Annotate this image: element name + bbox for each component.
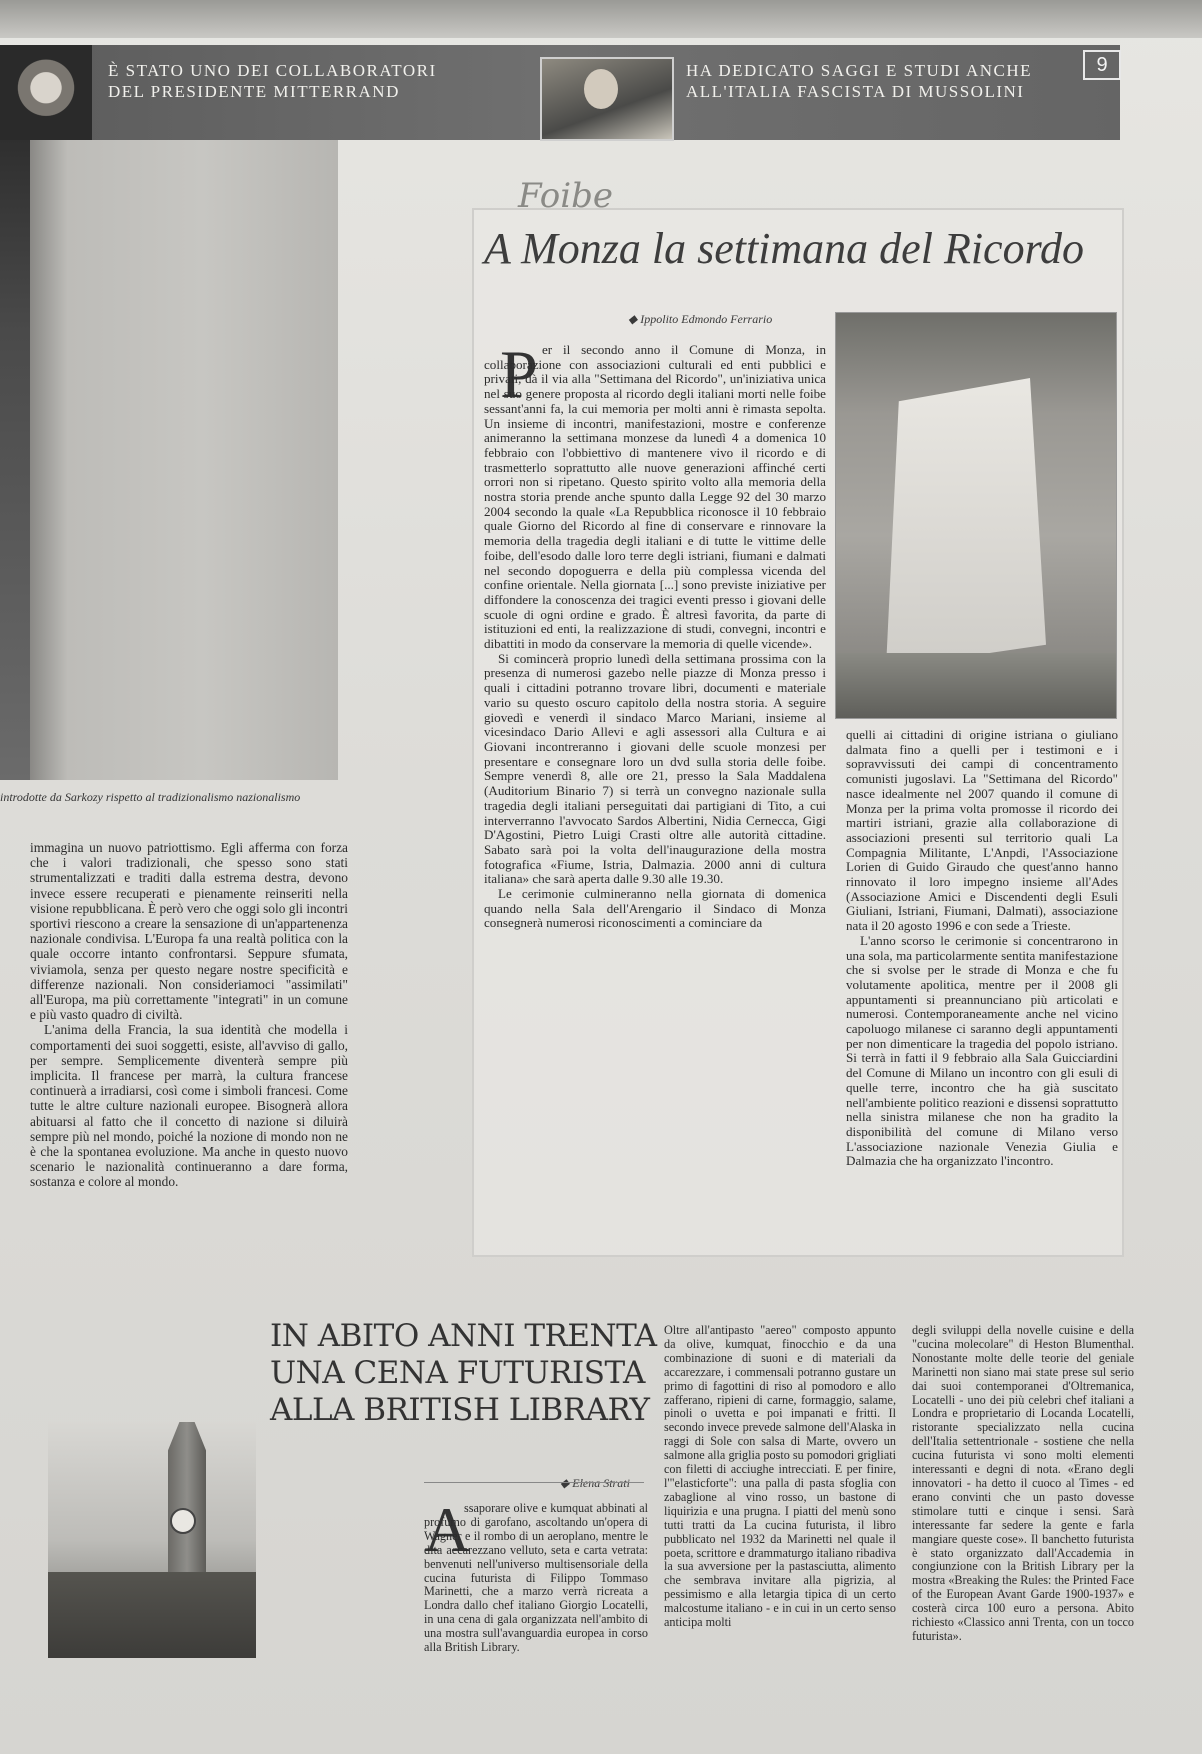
futurist-col2-text: Oltre all'antipasto "aereo" composto appunto da olive, kumquat, finocchio e da una combinazione di suoni e di materiali da accarezzare, i commensali potranno gustare un primo di fagottini di riso al pomodoro e allo zafferano, ripieni di carne, formaggio, salame, pinoli o uvetta e poi impanati e fritti. Il secondo invece prevede salmone dell'Alaska in raggi di Sole con salsa di Marte, ovvero un salmone alla griglia posto su pomodori grigliati con filetti di acciughe intrecciati. E per finire, l'"elasticforte": una palla di pasta sfoglia con zabaglione al vino rosso, un bastone di liquirizia e una prugna. I piatti del menù sono tutti tratti da La cucina futurista, il libro pubblicato nel 1932 da Marinetti nel quale il poeta, scrittore e drammaturgo italiano ribadiva la sua avversione per la pastasciutta, alimento che sembrava invitare alla pigrizia, al pessimismo e alla letargia tipica di un certo malcostume italiano - e in cui in un certo senso anticipa molti (664, 1323, 896, 1630)
main-col2-paragraph-1: quelli ai cittadini di origine istriana o giuliano dalmata fino a quelli per i testimoni e i sopravvissuti dei campi di concentramento comunisti jugoslavi. La "Settimana del Ricordo" nasce idealmente nel 2007 quando il comune di Monza per la prima volta promosse il ricordo dei martiri istriani, grazie alla collaborazione di associazioni presenti sul territorio quali La Compagnia Militante, L'Anpdi, l'Associazione Lorien di Guido Giraudo che quest'anno hanno rinnovato il loro impegno insieme all'Ades (Associazione Amici e Discendenti degli Esuli Giuliani, Istriani, Fiumani, Dalmati), associazione nata il 20 agosto 1996 e con sede a Trieste. (846, 727, 1118, 934)
header-right-line1: HA DEDICATO SAGGI E STUDI ANCHE (686, 61, 1033, 80)
futurist-col3-text: degli sviluppi della novelle cuisine e della "cucina molecolare" di Heston Blumenthal. Nonostante molte delle teorie del geniale Marinetti non siano mai state prese sul serio dai suoi contemporanei d'Oltremanica, Locatelli - uno dei più celebri chef italiani a Londra e proprietario di Locanda Locatelli, ristorante specializzato nella cucina dell'Italia settentrionale - sostiene che nella cucina futurista vi sono molti elementi interessanti e degni di nota. «Erano degli innovatori - ha detto il cuoco al Times - ed erano convinti che un pasto dovesse stimolare tutti e cinque i sensi. Sarà interessante far sedere la gente e farla mangiare queste cose». Il banchetto futurista è stato organizzato dall'Accademia in congiunzione con la British Library per la mostra «Breaking the Rules: the Printed Face of the European Avant Garde 1900-1937» e costerà circa 100 euro a persona. Abito richiesto «Classico anni Trenta, con un tocco futurista». (912, 1323, 1134, 1643)
futurist-dropcap: A (424, 1494, 471, 1565)
main-col1-paragraph-2: Si comincerà proprio lunedì della settimana prossima con la presenza di numerosi gazebo nelle piazze di Monza presso i quali i cittadini potranno trovare libri, documenti e materiale vario su questo oscuro capitolo della nostra storia. A seguire giovedì e venerdì il sindaco Marco Mariani, insieme al vicesindaco Dario Allevi e agli assessori alla Cultura e ai Giovani incontreranno i giovani delle scuole monzesi per presentare e consegnare loro un dvd sulla storia delle foibe. Sempre venerdì 8, alle ore 21, presso la Sala Maddalena (Auditorium Binario 7) si terrà un convegno nazionale sulla tragedia degli italiani perseguitati dai partigiani di Tito, a cui interverranno l'avvocato Sardos Albertini, Nidia Cernecca, Gigi D'Agostini, Pietro Luigi Crasti oltre alle autorità cittadine. Sabato sarà poi la volta dell'inaugurazione della mostra fotografica «Fiume, Istria, Dalmazia. 2000 anni di cultura italiana» che sarà aperta dalle 9.30 alle 19.30. (484, 650, 826, 887)
foibe-monument-photo (835, 312, 1117, 719)
main-article-column-2 (846, 728, 1118, 1169)
main-byline-name: Ippolito Edmondo Ferrario (640, 312, 773, 326)
main-col1-paragraph-3: Le cerimonie culmineranno nella giornata di domenica quando nella Sala dell'Arengario il Sindaco di Monza consegnerà numerosi riconoscimenti a cominciare da (484, 886, 826, 931)
main-col2-paragraph-2: L'anno scorso le cerimonie si concentrarono in una sola, ma particolarmente sentita manifestazione che si svolse per le strade di Monza e che fu volutamente apolitica, mentre per il 2008 gli appuntamenti si preannunciano più articolati e numerosi. Contemporaneamente anche nel vicino capoluogo milanese ci saranno degli appuntamenti per non dimenticare la tragedia del popolo istriano. Si terrà in fatti il 9 febbraio alla Sala Guicciardini del Comune di Milano un incontro con gli esuli di quelle terre, incontro che ha già suscitato nell'ambiente politico reazioni e dissensi soprattutto nella sinistra milanese che non ha gradito la disponibilità del comune di Milano verso L'associazione nazionale Venezia Giulia e Dalmazia che ha organizzato l'incontro. (846, 932, 1118, 1169)
page-top-shadow (0, 0, 1202, 38)
left-paragraph-2: L'anima della Francia, la sua identità che modella i comportamenti dei suoi soggetti, esiste, all'avviso di gallo, per sempre. Semplicemente diventerà sempre più implicita. Il francese per marrà, la cultura francese continuerà a irradiarsi, così come i simboli francesi. Come tutte le altre culture nazionali europee. Bisognerà allora abituarsi al fatto che il concetto di nazione si diluirà sempre più nel mondo, poiché la nozione di mondo non ne è che la spontanea evoluzione. Ma anche in questo nuovo scenario le nazionalità continueranno a dare forma, sostanza e colore al mondo. (30, 1022, 348, 1190)
futurist-title-line2: UNA CENA FUTURISTA (270, 1355, 645, 1391)
big-ben-photo (48, 1422, 256, 1658)
futurist-byline-name: Elena Strati (572, 1476, 630, 1490)
header-right-caption (686, 60, 1032, 102)
byline-diamond-icon: ◆ (560, 1476, 573, 1490)
futurist-title-line1: IN ABITO ANNI TRENTA (270, 1318, 657, 1354)
left-photo-caption: introdotte da Sarkozy rispetto al tradizionalismo nazionalismo (0, 790, 301, 804)
futurist-col1-text: ssaporare olive e kumquat abbinati al profumo di garofano, ascoltando un'opera di Wagner e il rombo di un aeroplano, mentre le dita accarezzano velluto, seta e carta vetrata: benvenuti nell'universo multisensoriale della cucina futurista di Filippo Tommaso Marinetti, che a marzo verrà ricreata a Londra dallo chef italiano Giorgio Locatelli, in una cena di gala organizzata nell'ambito di una mostra sull'avanguardia europea in corso alla British Library. (424, 1501, 648, 1655)
futurist-column-2 (664, 1324, 896, 1630)
section-kicker: Foibe (518, 176, 613, 216)
main-dropcap: P (500, 336, 538, 412)
header-left-line2: DEL PRESIDENTE MITTERRAND (108, 82, 400, 101)
header-left-caption (108, 60, 437, 102)
byline-diamond-icon: ◆ (628, 312, 641, 326)
left-photo (0, 140, 338, 780)
left-paragraph-1: immagina un nuovo patriottismo. Egli afferma con forza che i valori tradizionali, che spesso sono stati strumentalizzati e traditi dalla estrema destra, devono invece essere recuperati e pienamente reinseriti nella visione repubblicana. È però vero che oggi solo gli incontri sportivi riescono a creare la sensazione di un'appartenenza nazionale condivisa. L'Europa fa una realtà politica con la quale occorre intanto confrontarsi. Seppure sfumata, viviamola, senza per questo negare nostre specificità e differenze nazionali. Non consideriamoci "assimilati" all'Europa, ma più correttamente "integrati" in un comune e più vasto quadro di civiltà. (30, 840, 348, 1023)
main-article-column-1 (484, 343, 826, 931)
header-portrait-left (0, 45, 92, 140)
byline-rule (424, 1482, 644, 1483)
left-article-text (30, 840, 348, 1190)
main-article-title: A Monza la settimana del Ricordo (484, 224, 1085, 273)
main-article-byline (628, 312, 772, 327)
header-right-line2: ALL'ITALIA FASCISTA DI MUSSOLINI (686, 82, 1025, 101)
futurist-title-line3: ALLA BRITISH LIBRARY (270, 1392, 650, 1428)
futurist-column-3 (912, 1324, 1134, 1644)
page-number: 9 (1083, 50, 1121, 80)
futurist-byline (560, 1476, 630, 1491)
clock-icon (170, 1508, 196, 1534)
header-left-line1: È STATO UNO DEI COLLABORATORI (108, 61, 437, 80)
futurist-article-title (270, 1318, 660, 1429)
header-portrait-mussolini (540, 57, 674, 141)
main-col1-paragraph-1: er il secondo anno il Comune di Monza, in collaborazione con associazioni culturali ed enti pubblici e privati, dà il via alla "Settimana del Ricordo", un'iniziativa unica nel suo genere proposta al ricordo degli italiani morti nelle foibe sessant'anni fa, la cui memoria per molti anni è rimasta sepolta. Un insieme di incontri, manifestazioni, mostre e conferenze animeranno la settimana monzese da lunedì 4 a domenica 10 febbraio con l'obbiettivo di mantenere vivo il ricordo e di trasmetterlo soprattutto alle nuove generazioni affinché certi orrori non si ripetano. Questo spirito volto alla memoria della nostra storia prende anche spunto dalla Legge 92 del 30 marzo 2004 secondo la quale «La Repubblica riconosce il 10 febbraio quale Giorno del Ricordo al fine di conservare e rinnovare la memoria della tragedia degli italiani e di tutte le vittime delle foibe, dell'esodo dalle loro terre degli istriani, fiumani e dalmati nel secondo dopoguerra e della più complessa vicenda del confine orientale. Nella giornata [...] sono previste iniziative per diffondere la conoscenza dei tragici eventi presso i giovani delle scuole di ogni ordine e grado. È altresì favorita, da parte di istituzioni ed enti, la realizzazione di studi, convegni, incontri e dibattiti in modo da conservare la memoria di quelle vicende». (484, 342, 826, 652)
futurist-column-1 (424, 1502, 648, 1655)
